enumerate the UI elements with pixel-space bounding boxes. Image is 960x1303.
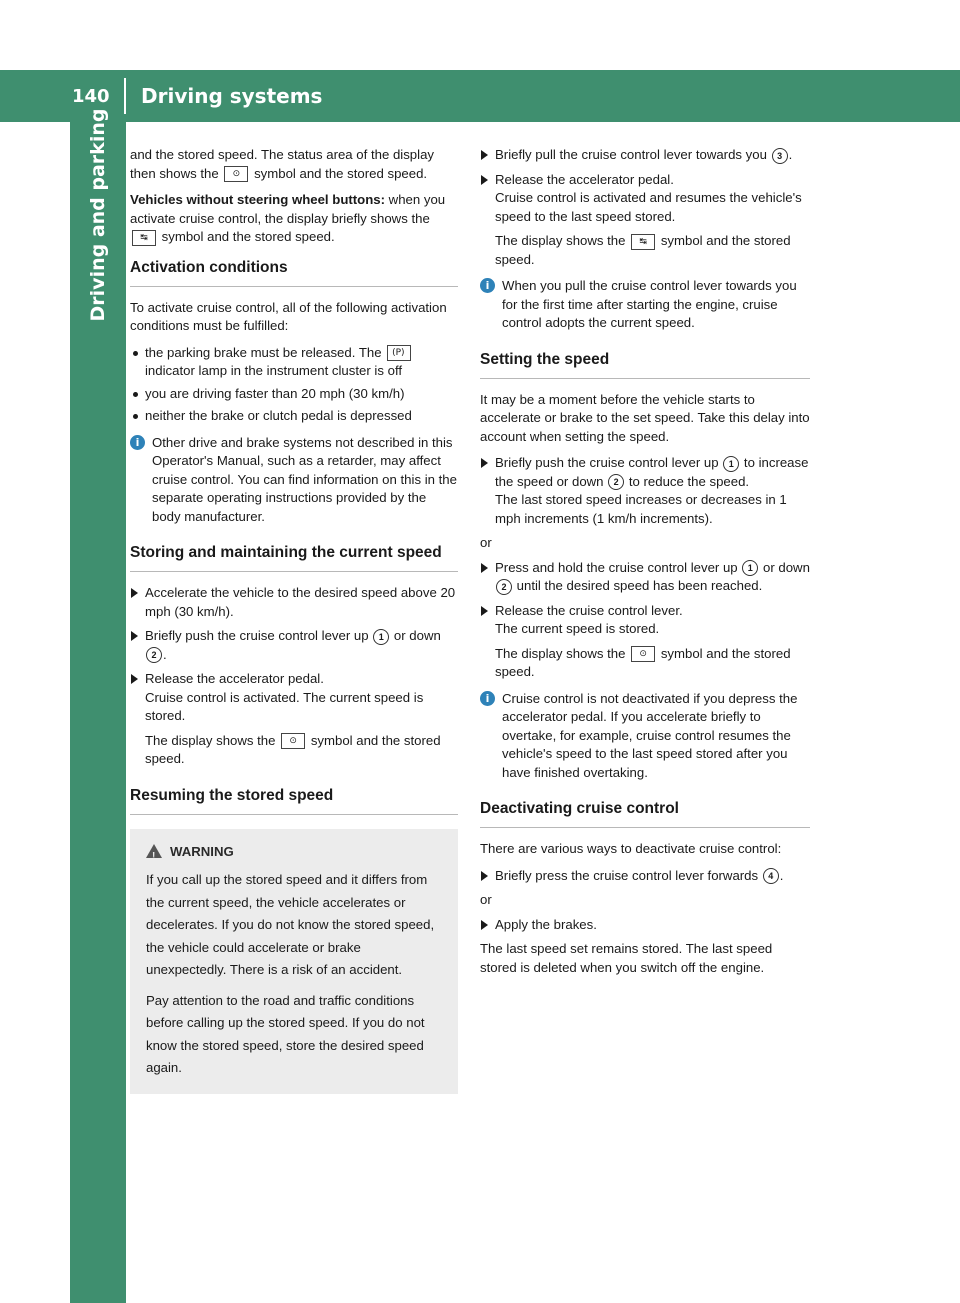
text: until the desired speed has been reached. xyxy=(516,578,763,593)
activation-intro: To activate cruise control, all of the following activation conditions must be fulfilled: xyxy=(130,299,447,333)
text: when you activate cruise control, the display briefly shows the xyxy=(130,192,446,226)
list-item xyxy=(130,407,458,426)
warning-box xyxy=(130,829,458,1094)
list-item xyxy=(130,344,458,381)
note-text: Other drive and brake systems not described in this Operator's Manual, such as a retarder, may affect cruise control. You can find information on this in the separate operating instructions provided by the body manufacturer. xyxy=(152,434,457,524)
text: Briefly pull the cruise control lever towards you xyxy=(495,147,767,162)
info-note xyxy=(480,690,810,783)
text: Accelerate the vehicle to the desired speed above 20 mph (30 km/h). xyxy=(145,585,456,619)
text: symbol and the stored speed. xyxy=(161,229,335,244)
step-result: Cruise control is activated. The current speed is stored. xyxy=(145,689,424,723)
text: neither the brake or clutch pedal is depressed xyxy=(145,408,412,423)
text: . xyxy=(779,867,784,883)
deactivating-intro: There are various ways to deactivate cruise control: xyxy=(480,841,782,856)
step xyxy=(130,627,458,664)
setting-intro: It may be a moment before the vehicle starts to accelerate or brake to the set speed. Take this delay into account when setting the speed. xyxy=(480,391,810,444)
text: The display shows the xyxy=(495,233,626,248)
callout-number: 1 xyxy=(742,560,758,576)
step-arrow-icon xyxy=(481,871,488,881)
text: Briefly press the cruise control lever forwards xyxy=(495,867,759,883)
step-result: The last stored speed increases or decreases in 1 mph increments (1 km/h increments). xyxy=(495,492,787,526)
step-arrow-icon xyxy=(131,588,138,598)
text: to reduce the speed. xyxy=(628,473,750,489)
text: The display shows the xyxy=(495,645,626,661)
step xyxy=(480,559,810,596)
step xyxy=(480,916,810,935)
text: or down xyxy=(393,628,441,643)
side-tab-label: Driving and parking xyxy=(87,108,109,322)
info-note xyxy=(130,434,458,527)
callout-number: 2 xyxy=(146,647,162,663)
step-result xyxy=(145,732,458,769)
left-column xyxy=(130,146,458,1094)
callout-number: 2 xyxy=(496,579,512,595)
intro-paragraph xyxy=(130,146,458,183)
info-note xyxy=(480,277,810,333)
step-arrow-icon xyxy=(481,606,488,616)
info-icon: i xyxy=(130,435,145,450)
or-text: or xyxy=(480,892,492,907)
page-title: Driving systems xyxy=(141,84,323,108)
resume-icon: ↹ xyxy=(132,230,156,246)
step xyxy=(480,602,810,682)
callout-number: 2 xyxy=(608,474,624,490)
step-arrow-icon xyxy=(481,920,488,930)
heading-storing: Storing and maintaining the current speed xyxy=(130,542,458,572)
text: symbol and the stored speed. xyxy=(145,732,441,766)
header-divider xyxy=(124,78,126,114)
text: indicator lamp in the instrument cluster is off xyxy=(145,363,403,378)
or-text: or xyxy=(480,535,492,550)
right-column xyxy=(480,146,810,985)
heading-deactivating: Deactivating cruise control xyxy=(480,798,810,828)
cruise-control-icon: ⊙ xyxy=(224,166,248,182)
callout-number: 1 xyxy=(373,629,389,645)
list-item xyxy=(130,385,458,404)
text: symbol and the stored speed. xyxy=(254,165,428,181)
note-text: When you pull the cruise control lever towards you for the first time after starting the engine, cruise control adopts the current speed. xyxy=(502,278,797,330)
step-result xyxy=(495,645,810,682)
step-arrow-icon xyxy=(481,563,488,573)
bullet-icon xyxy=(133,392,138,397)
resume-icon: ↹ xyxy=(631,234,655,250)
page-number: 140 xyxy=(72,86,110,107)
text: Briefly push the cruise control lever up xyxy=(495,455,719,470)
text: . xyxy=(788,147,793,162)
heading-resuming: Resuming the stored speed xyxy=(130,785,458,815)
text: . xyxy=(163,646,167,662)
text: Release the accelerator pedal. xyxy=(495,171,674,187)
info-icon: i xyxy=(480,691,495,706)
deactivating-outro: The last speed set remains stored. The last speed stored is deleted when you switch off the engine. xyxy=(480,941,773,975)
warning-text: If you call up the stored speed and it differs from the current speed, the vehicle accelerates or decelerates. If you do not know the stored speed, the vehicle could accelerate or brake unexpectedly. There is a risk of an accident. xyxy=(146,872,435,977)
heading-activation: Activation conditions xyxy=(130,257,458,287)
text: Press and hold the cruise control lever up xyxy=(495,559,738,575)
step-arrow-icon xyxy=(481,175,488,185)
text: the parking brake must be released. The xyxy=(145,344,382,360)
step xyxy=(130,670,458,769)
text: Briefly push the cruise control lever up xyxy=(145,628,369,643)
step-result: The current speed is stored. xyxy=(495,621,660,636)
text: The display shows the xyxy=(145,732,276,748)
parking-brake-icon: (P) xyxy=(387,345,411,361)
cruise-control-icon: ⊙ xyxy=(631,646,655,662)
callout-number: 3 xyxy=(772,148,788,164)
info-icon: i xyxy=(480,278,495,293)
bullet-icon xyxy=(133,414,138,419)
lead-text: Vehicles without steering wheel buttons: xyxy=(130,192,385,207)
text: you are driving faster than 20 mph (30 km/h) xyxy=(145,385,405,401)
text: to increase the speed or down xyxy=(495,455,809,489)
text: Apply the brakes. xyxy=(495,916,597,932)
warning-icon xyxy=(146,844,162,858)
step xyxy=(480,146,810,165)
cruise-control-icon: ⊙ xyxy=(281,733,305,749)
step-arrow-icon xyxy=(481,150,488,160)
bullet-icon xyxy=(133,351,138,356)
text: Release the cruise control lever. xyxy=(495,602,683,618)
step xyxy=(480,454,810,528)
note-text: Cruise control is not deactivated if you depress the accelerator pedal. If you accelerate briefly to overtake, for example, cruise control resumes the vehicle's speed to the last speed stored after you have finished overtaking. xyxy=(502,690,798,780)
warning-text: Pay attention to the road and traffic conditions before calling up the stored speed. If you do not know the stored speed, store the desired speed again. xyxy=(146,992,425,1075)
text: symbol and the stored speed. xyxy=(495,645,791,679)
text: WARNING xyxy=(170,843,234,859)
text: symbol and the stored speed. xyxy=(495,233,791,267)
heading-setting: Setting the speed xyxy=(480,349,810,379)
step-result: Cruise control is activated and resumes the vehicle's speed to the last speed stored. xyxy=(495,190,802,224)
text: Release the accelerator pedal. xyxy=(145,671,324,686)
step xyxy=(480,171,810,270)
step-arrow-icon xyxy=(131,674,138,684)
text: or down xyxy=(762,559,810,575)
step-arrow-icon xyxy=(481,458,488,468)
no-buttons-paragraph xyxy=(130,191,458,247)
step-arrow-icon xyxy=(131,631,138,641)
callout-number: 1 xyxy=(723,456,739,472)
warning-title xyxy=(146,841,444,864)
step-result xyxy=(495,232,810,269)
step xyxy=(130,584,458,621)
callout-number: 4 xyxy=(763,868,779,884)
text: and the stored speed. The status area of the display then shows the xyxy=(130,147,435,181)
step xyxy=(480,867,810,886)
